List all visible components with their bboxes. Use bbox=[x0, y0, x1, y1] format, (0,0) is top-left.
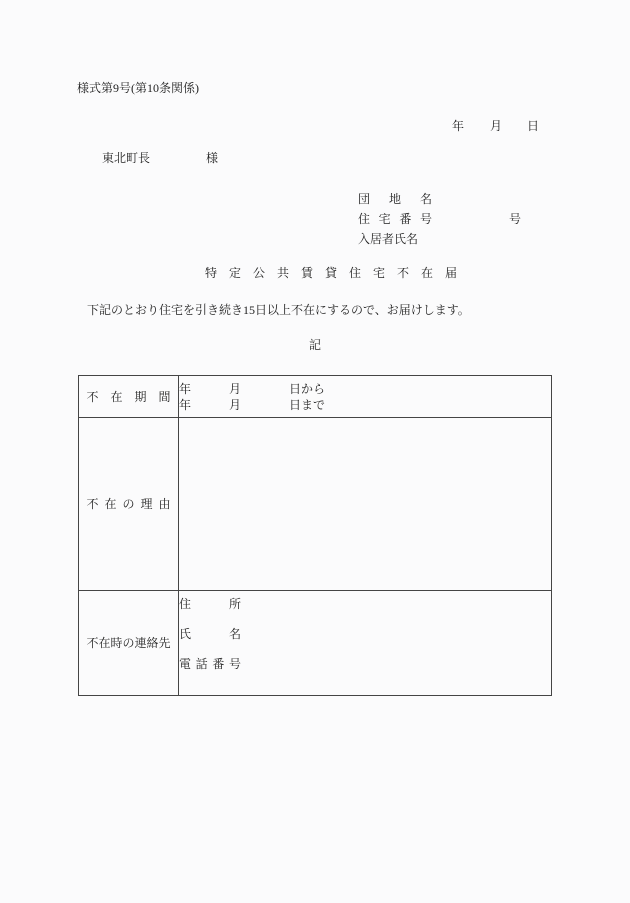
period-to-line bbox=[179, 397, 551, 413]
absence-reason-row bbox=[79, 418, 552, 591]
absence-period-label: 不在期間 bbox=[86, 389, 171, 404]
absence-period-row bbox=[79, 376, 552, 418]
house-number-line bbox=[358, 209, 521, 229]
date-month-label: 月 bbox=[490, 119, 503, 133]
contact-label: 不在時の連絡先 bbox=[86, 636, 171, 650]
absence-period-value-cell bbox=[179, 376, 552, 418]
contact-value-cell bbox=[179, 591, 552, 696]
addressee-line bbox=[102, 151, 218, 165]
period-from-month-label: 月 bbox=[229, 381, 242, 396]
absence-reason-label: 不在の理由 bbox=[86, 497, 171, 511]
estate-name-label: 団地名 bbox=[358, 192, 432, 206]
date-day-label: 日 bbox=[527, 119, 540, 133]
period-from-line bbox=[179, 381, 551, 397]
contact-phone-label: 電話番号 bbox=[179, 657, 241, 671]
absence-form-table bbox=[78, 375, 552, 696]
contact-row bbox=[79, 591, 552, 696]
period-from-day-label: 日から bbox=[289, 381, 326, 396]
applicant-field-block bbox=[358, 189, 521, 249]
date-year-label: 年 bbox=[452, 119, 465, 133]
absence-period-label-cell bbox=[79, 376, 179, 418]
estate-name-line bbox=[358, 189, 521, 209]
list-marker: 記 bbox=[308, 338, 321, 352]
contact-name-label: 氏名 bbox=[179, 627, 241, 641]
period-to-month-label: 月 bbox=[229, 397, 242, 412]
period-to-day-label: 日まで bbox=[289, 397, 326, 412]
addressee-name: 東北町長 bbox=[102, 151, 151, 165]
house-number-label: 住宅番号 bbox=[358, 212, 432, 226]
form-number: 様式第9号(第10条関係) bbox=[77, 81, 199, 95]
document-title: 特定公共賃貸住宅不在届 bbox=[205, 266, 470, 280]
absence-reason-label-cell bbox=[79, 418, 179, 591]
period-to-year-label: 年 bbox=[179, 397, 192, 412]
date-line bbox=[452, 119, 539, 133]
resident-name-line bbox=[358, 229, 521, 249]
period-from-year-label: 年 bbox=[179, 381, 192, 396]
resident-name-label: 入居者氏名 bbox=[358, 232, 419, 246]
body-text: 下記のとおり住宅を引き続き15日以上不在にするので、お届けします。 bbox=[87, 303, 470, 317]
contact-label-cell bbox=[79, 591, 179, 696]
absence-reason-cell bbox=[179, 418, 552, 591]
addressee-honorific: 様 bbox=[206, 151, 219, 165]
contact-address-label: 住所 bbox=[179, 597, 241, 611]
house-number-unit: 号 bbox=[509, 212, 522, 226]
